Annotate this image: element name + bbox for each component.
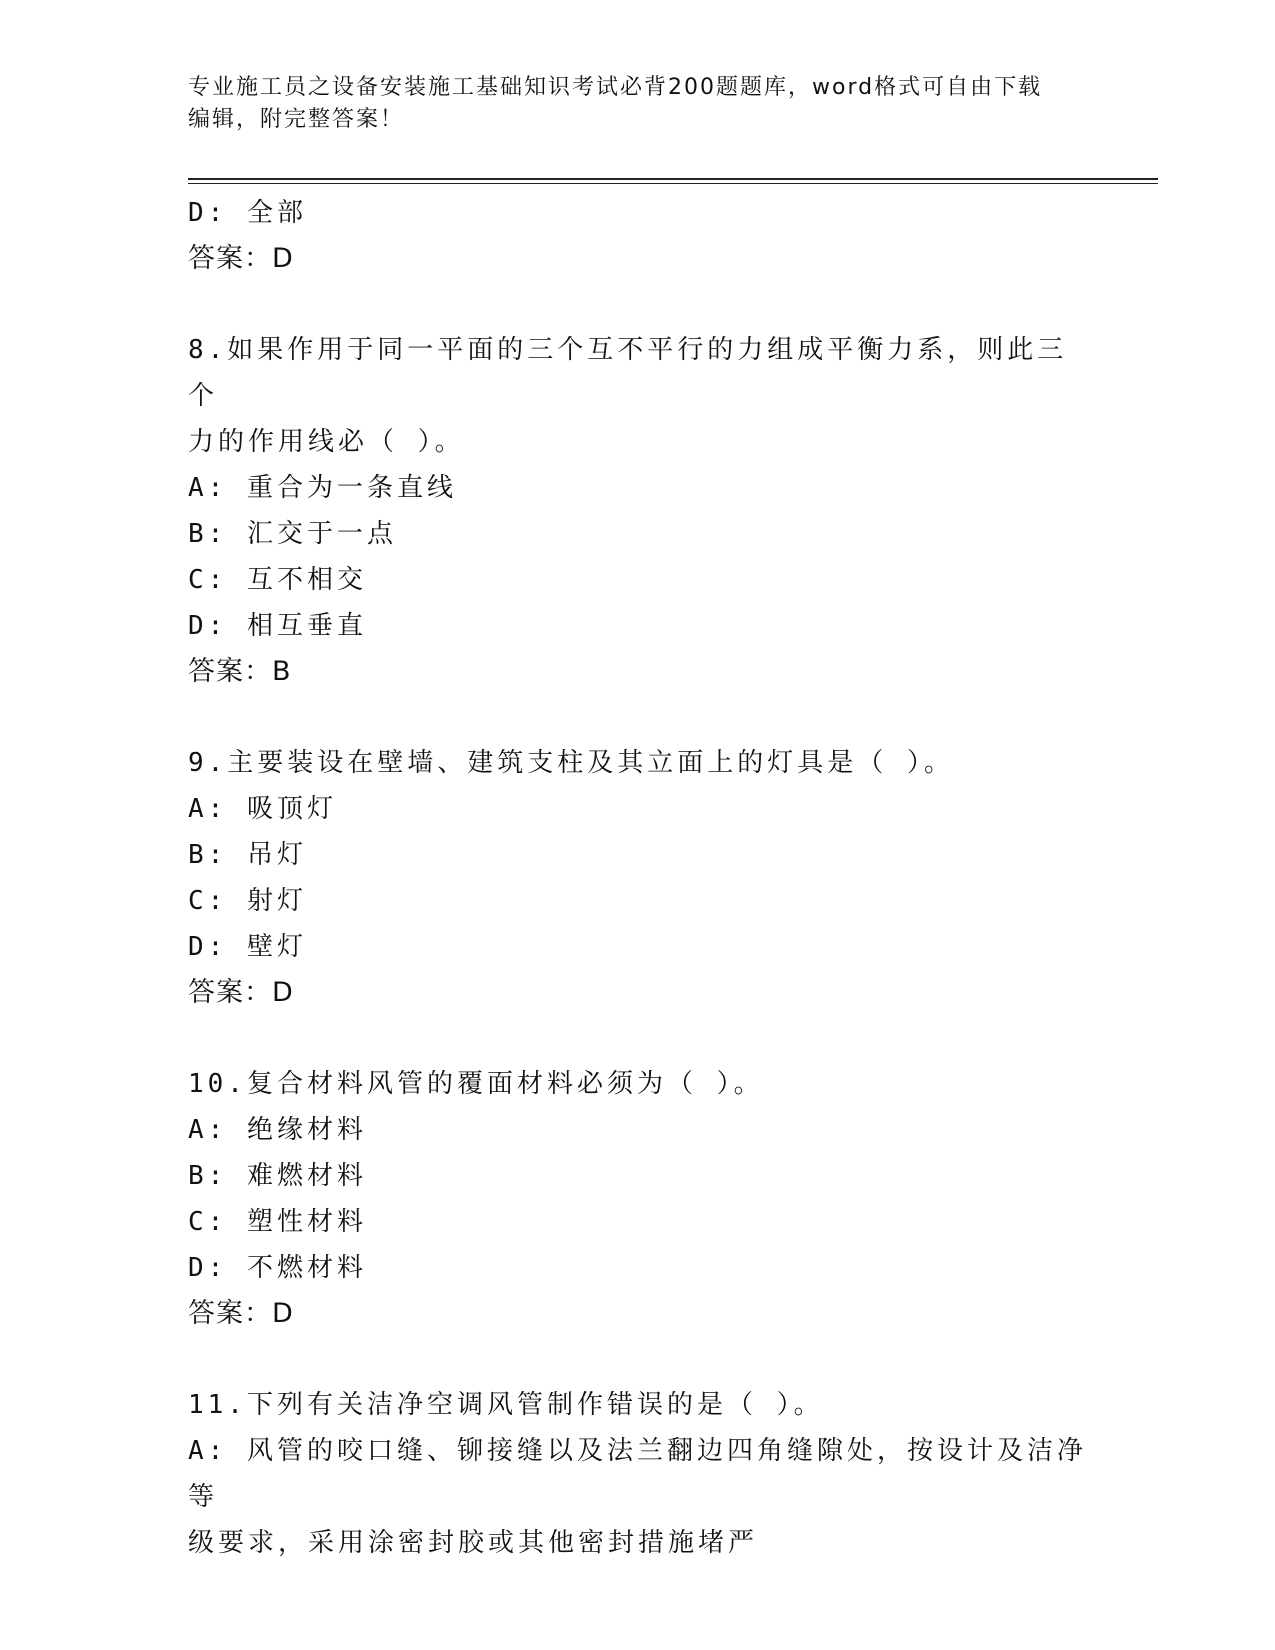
question-stem: 9.主要装设在壁墙、建筑支柱及其立面上的灯具是（ ）。	[188, 748, 954, 778]
question-list	[188, 190, 1088, 1566]
document-header	[188, 72, 1068, 136]
answer: 答案：D	[188, 243, 294, 274]
option-b: B: 吊灯	[188, 840, 307, 870]
option-c: C: 射灯	[188, 886, 307, 916]
option-a: A: 吸顶灯	[188, 794, 337, 824]
option-c: C: 互不相交	[188, 565, 367, 595]
option-a-line-2: 级要求，采用涂密封胶或其他密封措施堵严	[188, 1528, 759, 1558]
question-9	[188, 740, 1088, 1016]
option-d: D: 全部	[188, 198, 307, 228]
question-stem-line-2: 力的作用线必（ ）。	[188, 427, 465, 457]
answer: 答案：B	[188, 656, 292, 687]
question-11	[188, 1382, 1088, 1566]
option-d: D: 不燃材料	[188, 1253, 367, 1283]
option-a: A: 绝缘材料	[188, 1115, 367, 1145]
option-a-line-1: A: 风管的咬口缝、铆接缝以及法兰翻边四角缝隙处，按设计及洁净等	[188, 1436, 1087, 1512]
answer: 答案：D	[188, 1298, 294, 1329]
question-10	[188, 1061, 1088, 1337]
option-a: A: 重合为一条直线	[188, 473, 457, 503]
option-b: B: 汇交于一点	[188, 519, 397, 549]
question-8	[188, 327, 1088, 695]
question-stem: 10.复合材料风管的覆面材料必须为（ ）。	[188, 1069, 764, 1099]
option-b: B: 难燃材料	[188, 1161, 367, 1191]
option-c: C: 塑性材料	[188, 1207, 367, 1237]
option-d: D: 壁灯	[188, 932, 307, 962]
answer: 答案：D	[188, 977, 294, 1008]
header-line-1: 专业施工员之设备安装施工基础知识考试必背200题题库，word格式可自由下载	[188, 75, 1043, 100]
header-line-2: 编辑，附完整答案！	[188, 107, 405, 132]
question-7	[188, 190, 1088, 282]
header-divider-thin	[188, 183, 1158, 184]
option-d: D: 相互垂直	[188, 611, 367, 641]
question-stem: 11.下列有关洁净空调风管制作错误的是（ ）。	[188, 1390, 824, 1420]
header-divider-thick	[188, 178, 1158, 180]
question-stem-line-1: 8.如果作用于同一平面的三个互不平行的力组成平衡力系，则此三个	[188, 335, 1068, 411]
